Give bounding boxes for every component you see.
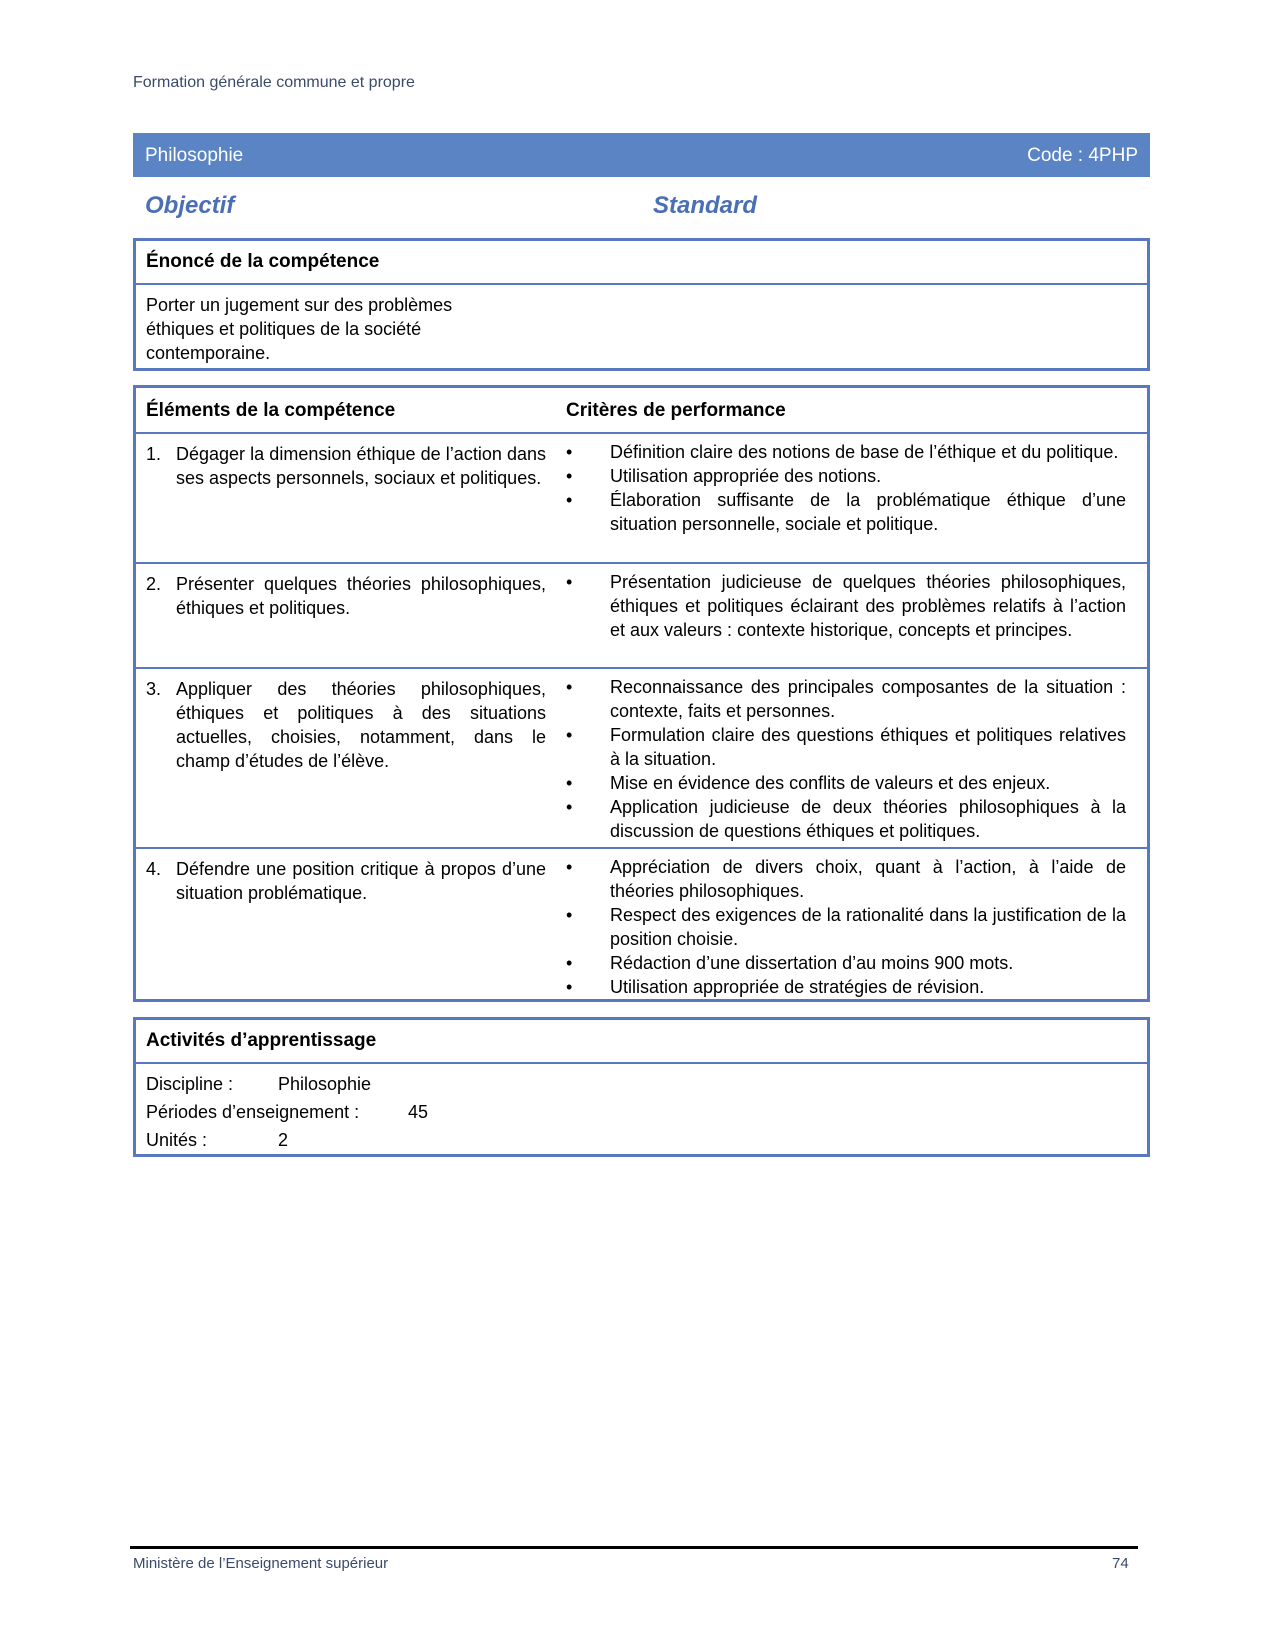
enonce-line: Porter un jugement sur des problèmes xyxy=(146,295,453,315)
enonce-box xyxy=(133,238,1150,371)
elements-table xyxy=(133,385,1150,1002)
enonce-heading: Énoncé de la compétence xyxy=(136,241,1147,285)
footer-rule xyxy=(130,1546,1138,1549)
activites-body xyxy=(136,1064,1147,1160)
course-title-bar xyxy=(133,133,1150,177)
criterion-item: • Appréciation de divers choix, quant à l’action, à l’aide de théories philosophiques. xyxy=(566,857,1126,901)
course-code: Code : 4PHP xyxy=(1027,145,1138,166)
footer-ministry: Ministère de l’Enseignement supérieur xyxy=(133,1555,389,1572)
unites-label: Unités : xyxy=(146,1130,208,1150)
periodes-line xyxy=(146,1098,1137,1126)
element-text: Dégager la dimension éthique de l’action dans ses aspects personnels, sociaux et politiques. xyxy=(176,444,546,488)
unites-value: 2 xyxy=(278,1130,289,1150)
table-row xyxy=(136,849,1147,999)
criteria-cell xyxy=(566,440,1126,536)
elements-table-header xyxy=(136,388,1147,434)
activites-heading: Activités d’apprentissage xyxy=(136,1020,1147,1064)
criteria-cell xyxy=(566,570,1126,642)
elements-heading: Éléments de la compétence xyxy=(146,400,396,421)
element-cell xyxy=(146,442,546,490)
periodes-value: 45 xyxy=(408,1102,429,1122)
bullet-icon: • xyxy=(566,773,573,793)
objective-row xyxy=(145,192,758,220)
bullet-icon: • xyxy=(566,442,573,462)
element-number: 1. xyxy=(146,444,162,464)
bullet-icon: • xyxy=(566,977,573,997)
bullet-icon: • xyxy=(566,725,573,745)
bullet-icon: • xyxy=(566,905,573,925)
bullet-icon: • xyxy=(566,677,573,697)
criteria-heading: Critères de performance xyxy=(566,400,786,421)
enonce-body xyxy=(136,285,516,373)
discipline-line xyxy=(146,1070,1137,1098)
activites-box xyxy=(133,1017,1150,1157)
enonce-line: éthiques et politiques de la société xyxy=(146,319,422,339)
bullet-icon: • xyxy=(566,490,573,510)
element-number: 3. xyxy=(146,679,162,699)
criteria-cell xyxy=(566,855,1126,999)
criterion-item: • Application judicieuse de deux théories philosophiques à la discussion de questions éthiques et politiques. xyxy=(566,797,1126,841)
criterion-item: • Définition claire des notions de base de l’éthique et du politique. xyxy=(566,442,1119,462)
bullet-icon: • xyxy=(566,857,573,877)
criterion-item: • Élaboration suffisante de la problématique éthique d’une situation personnelle, sociale et politique. xyxy=(566,490,1126,534)
discipline-label: Discipline : xyxy=(146,1074,234,1094)
criterion-item: • Utilisation appropriée de stratégies de révision. xyxy=(566,977,985,997)
element-text: Présenter quelques théories philosophiques, éthiques et politiques. xyxy=(176,574,546,618)
discipline-value: Philosophie xyxy=(278,1074,372,1094)
element-number: 4. xyxy=(146,859,162,879)
table-row xyxy=(136,434,1147,564)
table-row xyxy=(136,669,1147,849)
element-number: 2. xyxy=(146,574,162,594)
course-title: Philosophie xyxy=(145,145,244,166)
criterion-item: • Présentation judicieuse de quelques théories philosophiques, éthiques et politiques éclairant des problèmes relatifs à l’action et aux valeurs : contexte historique, concepts et principes. xyxy=(566,572,1126,640)
criterion-item: • Reconnaissance des principales composantes de la situation : contexte, faits et personnes. xyxy=(566,677,1126,721)
bullet-icon: • xyxy=(566,797,573,817)
criterion-item: • Formulation claire des questions éthiques et politiques relatives à la situation. xyxy=(566,725,1126,769)
criterion-item: • Respect des exigences de la rationalité dans la justification de la position choisie. xyxy=(566,905,1126,949)
criterion-item: • Rédaction d’une dissertation d’au moins 900 mots. xyxy=(566,953,1014,973)
element-text: Appliquer des théories philosophiques, éthiques et politiques à des situations actuelles, choisies, notamment, dans le champ d’études de l’élève. xyxy=(176,679,546,771)
page-number: 74 xyxy=(1112,1555,1129,1572)
criterion-item: • Mise en évidence des conflits de valeurs et des enjeux. xyxy=(566,773,1051,793)
periodes-label: Périodes d’enseignement : xyxy=(146,1102,360,1122)
bullet-icon: • xyxy=(566,953,573,973)
bullet-icon: • xyxy=(566,572,573,592)
running-header: Formation générale commune et propre xyxy=(133,74,415,91)
element-cell xyxy=(146,677,546,773)
table-row xyxy=(136,564,1147,669)
bullet-icon: • xyxy=(566,466,573,486)
element-cell xyxy=(146,572,546,620)
criteria-cell xyxy=(566,675,1126,843)
standard-label: Standard xyxy=(653,192,758,219)
element-cell xyxy=(146,857,546,905)
element-text: Défendre une position critique à propos d’une situation problématique. xyxy=(176,859,546,903)
objectif-label: Objectif xyxy=(145,192,235,219)
unites-line xyxy=(146,1126,1137,1154)
criterion-item: • Utilisation appropriée des notions. xyxy=(566,466,882,486)
enonce-line: contemporaine. xyxy=(146,343,271,363)
